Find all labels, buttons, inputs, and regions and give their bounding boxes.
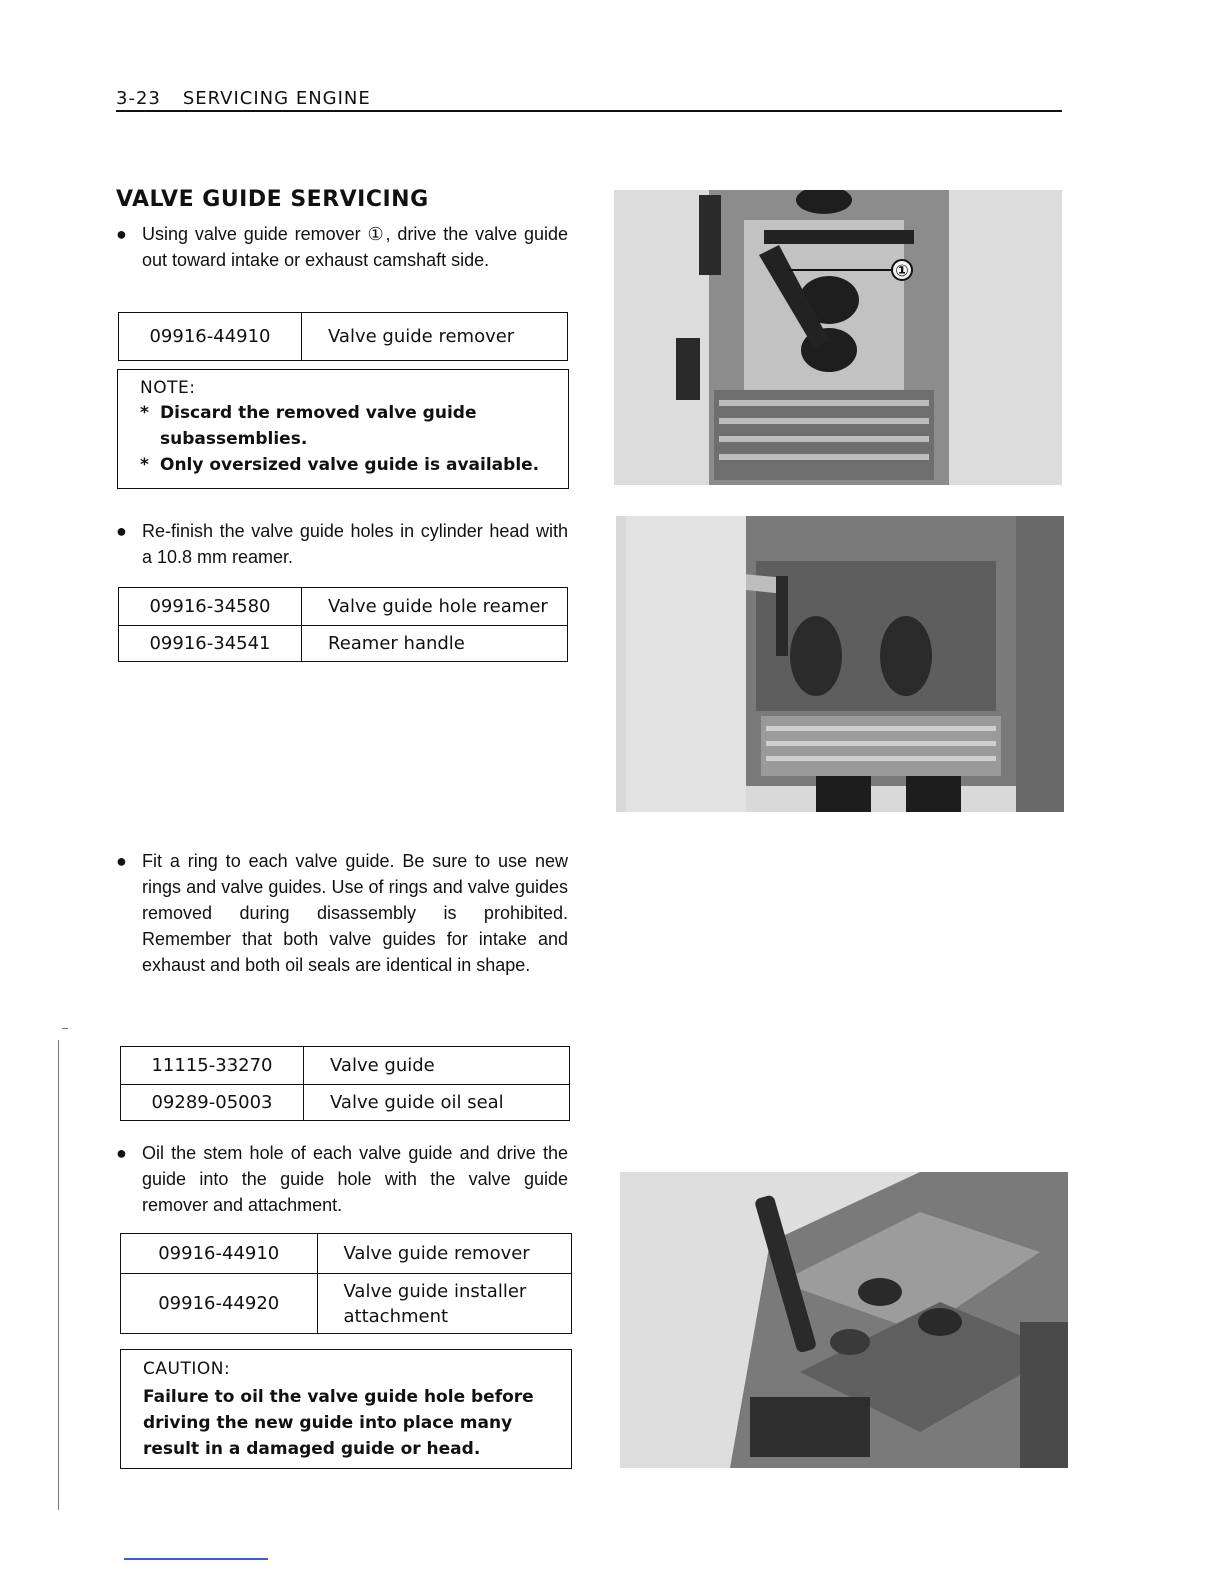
table-row xyxy=(121,1047,570,1085)
table-row xyxy=(119,588,568,626)
tool-code: 09916-34541 xyxy=(119,626,302,662)
bullet-mark: ● xyxy=(116,521,127,541)
tool-code: 09916-44910 xyxy=(121,1234,318,1274)
photo-guide-installation xyxy=(620,1172,1068,1468)
tool-name: Valve guide xyxy=(304,1047,570,1085)
note-item-text: Discard the removed valve guide subassemblies. xyxy=(160,403,477,449)
photo-valve-guide-removal xyxy=(614,190,1062,485)
step-4 xyxy=(116,1140,568,1218)
tool-code: 09289-05003 xyxy=(121,1085,304,1121)
bullet-mark: ● xyxy=(116,224,127,244)
tool-name: Valve guide remover xyxy=(302,313,568,361)
table-row xyxy=(119,626,568,662)
header-section: SERVICING ENGINE xyxy=(182,88,371,109)
tool-name: Valve guide hole reamer xyxy=(302,588,568,626)
note-box xyxy=(117,369,569,489)
header-rule xyxy=(116,110,1062,112)
note-item xyxy=(140,452,546,478)
page-header xyxy=(116,88,371,109)
tool-name: Valve guide remover xyxy=(317,1234,572,1274)
tool-table-2 xyxy=(118,587,568,662)
step-3 xyxy=(116,848,568,978)
step-text: Fit a ring to each valve guide. Be sure to use new rings and valve guides. Use of rings and valve guides removed during disassembly is prohibited. Remember that both valve guides for intake and exhaust and both oil seals are identical in shape. xyxy=(142,851,568,975)
tool-table-1 xyxy=(118,312,568,361)
tool-code: 09916-34580 xyxy=(119,588,302,626)
table-row xyxy=(121,1274,572,1334)
caution-text: Failure to oil the valve guide hole before driving the new guide into place many result in a damaged guide or head. xyxy=(143,1387,534,1459)
tool-table-4 xyxy=(120,1233,572,1334)
photo-reamer xyxy=(616,516,1064,812)
caution-title: CAUTION: xyxy=(143,1359,231,1379)
note-item-text: Only oversized valve guide is available. xyxy=(160,455,540,475)
tool-code: 11115-33270 xyxy=(121,1047,304,1085)
table-row xyxy=(119,313,568,361)
bullet-mark: ● xyxy=(116,1143,127,1163)
margin-tick xyxy=(62,1028,68,1029)
step-text: Oil the stem hole of each valve guide and drive the guide into the guide hole with the valve guide remover and attachment. xyxy=(142,1143,568,1215)
table-row xyxy=(121,1234,572,1274)
table-row xyxy=(121,1085,570,1121)
tool-name: Valve guide oil seal xyxy=(304,1085,570,1121)
tool-name: Valve guide installer attachment xyxy=(317,1274,572,1334)
photo-callout: ① xyxy=(895,261,909,280)
tool-code: 09916-44920 xyxy=(121,1274,318,1334)
tool-name: Reamer handle xyxy=(302,626,568,662)
bullet-mark: ● xyxy=(116,851,127,871)
caution-box xyxy=(120,1349,572,1469)
step-text: Using valve guide remover ①, drive the valve guide out toward intake or exhaust camshaft side. xyxy=(142,224,568,270)
note-star: * xyxy=(140,455,149,475)
page-number: 3-23 xyxy=(116,88,161,109)
note-star: * xyxy=(140,403,149,423)
margin-bar xyxy=(58,1040,59,1510)
footer-underline xyxy=(124,1558,268,1560)
tool-code: 09916-44910 xyxy=(119,313,302,361)
tool-table-3 xyxy=(120,1046,570,1121)
note-title: NOTE: xyxy=(140,378,196,398)
step-1 xyxy=(116,221,568,273)
step-2 xyxy=(116,518,568,570)
step-text: Re-finish the valve guide holes in cylinder head with a 10.8 mm reamer. xyxy=(142,521,568,567)
section-title: VALVE GUIDE SERVICING xyxy=(116,187,429,212)
note-item xyxy=(140,400,546,452)
